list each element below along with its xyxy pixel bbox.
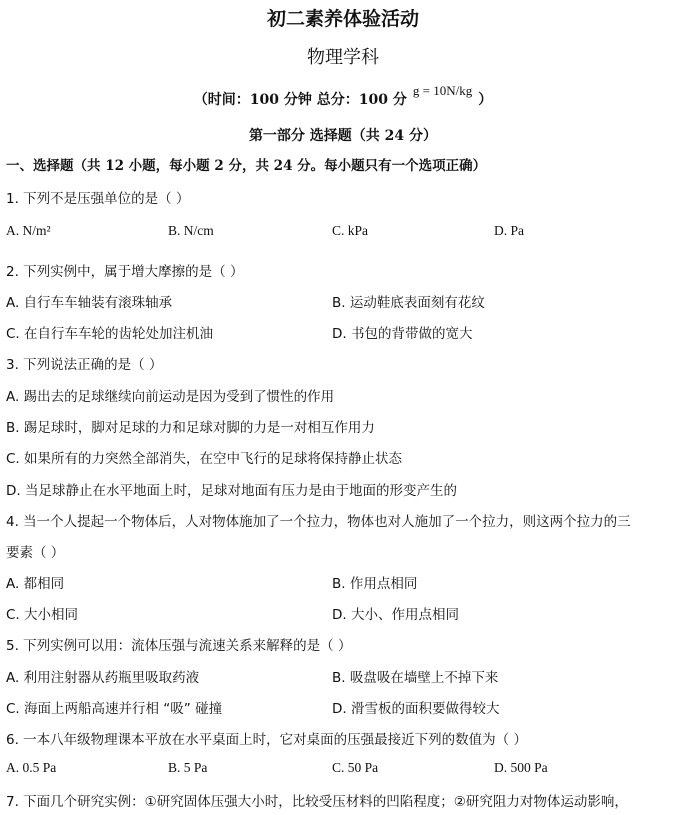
q3-option-a: A. 踢出去的足球继续向前运动是因为受到了惯性的作用 (6, 389, 335, 405)
question-2-stem: 2. 下列实例中，属于增大摩擦的是（ ） (6, 264, 244, 280)
q4-option-d: D. 大小、作用点相同 (332, 607, 459, 623)
q1-option-c: C. kPa (332, 223, 369, 238)
question-5-stem: 5. 下列实例可以用：流体压强与流速关系来解释的是（ ） (6, 638, 352, 654)
q6-option-d: D. 500 Pa (494, 760, 548, 775)
q3-option-c: C. 如果所有的力突然全部消失，在空中飞行的足球将保持静止状态 (6, 451, 403, 467)
q5-option-a: A. 利用注射器从药瓶里吸取药液 (6, 670, 200, 686)
question-3-stem: 3. 下列说法正确的是（ ） (6, 357, 163, 373)
question-4-stem-continued: 要素（ ） (6, 545, 65, 561)
q2-option-c: C. 在自行车车轮的齿轮处加注机油 (6, 326, 214, 342)
exam-meta (0, 83, 686, 109)
q3-option-d: D. 当足球静止在水平地面上时，足球对地面有压力是由于地面的形变产生的 (6, 483, 457, 499)
time-info: （时间：100 分钟 总分：100 分 (193, 92, 407, 108)
q4-option-a: A. 都相同 (6, 576, 65, 592)
q4-option-c: C. 大小相同 (6, 607, 79, 623)
question-4-stem: 4. 当一个人提起一个物体后，人对物体施加了一个拉力，物体也对人施加了一个拉力，则这两个拉力的三 (6, 514, 631, 530)
exam-title: 初二素养体验活动 (266, 8, 419, 30)
question-6-stem: 6. 一本八年级物理课本平放在水平桌面上时，它对桌面的压强最接近下列的数值为（ ） (6, 732, 527, 748)
q1-option-b: B. N/cm (168, 223, 214, 238)
q5-option-c: C. 海面上两船高速并行相 “吸” 碰撞 (6, 701, 223, 717)
gravity-constant: g = 10N/kg (412, 83, 473, 98)
q5-option-d: D. 滑雪板的面积要做得较大 (332, 701, 500, 717)
question-7-stem: 7. 下面几个研究实例：①研究固体压强大小时，比较受压材料的凹陷程度；②研究阻力对物体运动影响， (6, 794, 628, 810)
q1-option-d: D. Pa (494, 223, 524, 238)
q4-option-b: B. 作用点相同 (332, 576, 418, 592)
q2-option-d: D. 书包的背带做的宽大 (332, 326, 473, 342)
section-heading: 一、选择题（共 12 小题，每小题 2 分，共 24 分。每小题只有一个选项正确） (6, 158, 487, 174)
q2-option-b: B. 运动鞋底表面刻有花纹 (332, 295, 485, 311)
q5-option-b: B. 吸盘吸在墙壁上不掉下来 (332, 670, 499, 686)
q6-option-b: B. 5 Pa (168, 760, 208, 775)
question-1-stem: 1. 下列不是压强单位的是（ ） (6, 191, 190, 207)
q1-option-a: A. N/m² (6, 223, 51, 238)
exam-subject: 物理学科 (307, 47, 379, 68)
meta-close-paren: ） (478, 92, 493, 108)
q6-option-a: A. 0.5 Pa (6, 760, 57, 775)
q6-option-c: C. 50 Pa (332, 760, 379, 775)
q3-option-b: B. 踢足球时，脚对足球的力和足球对脚的力是一对相互作用力 (6, 420, 375, 436)
part-title: 第一部分 选择题（共 24 分） (248, 128, 438, 144)
q2-option-a: A. 自行车车轴装有滚珠轴承 (6, 295, 173, 311)
